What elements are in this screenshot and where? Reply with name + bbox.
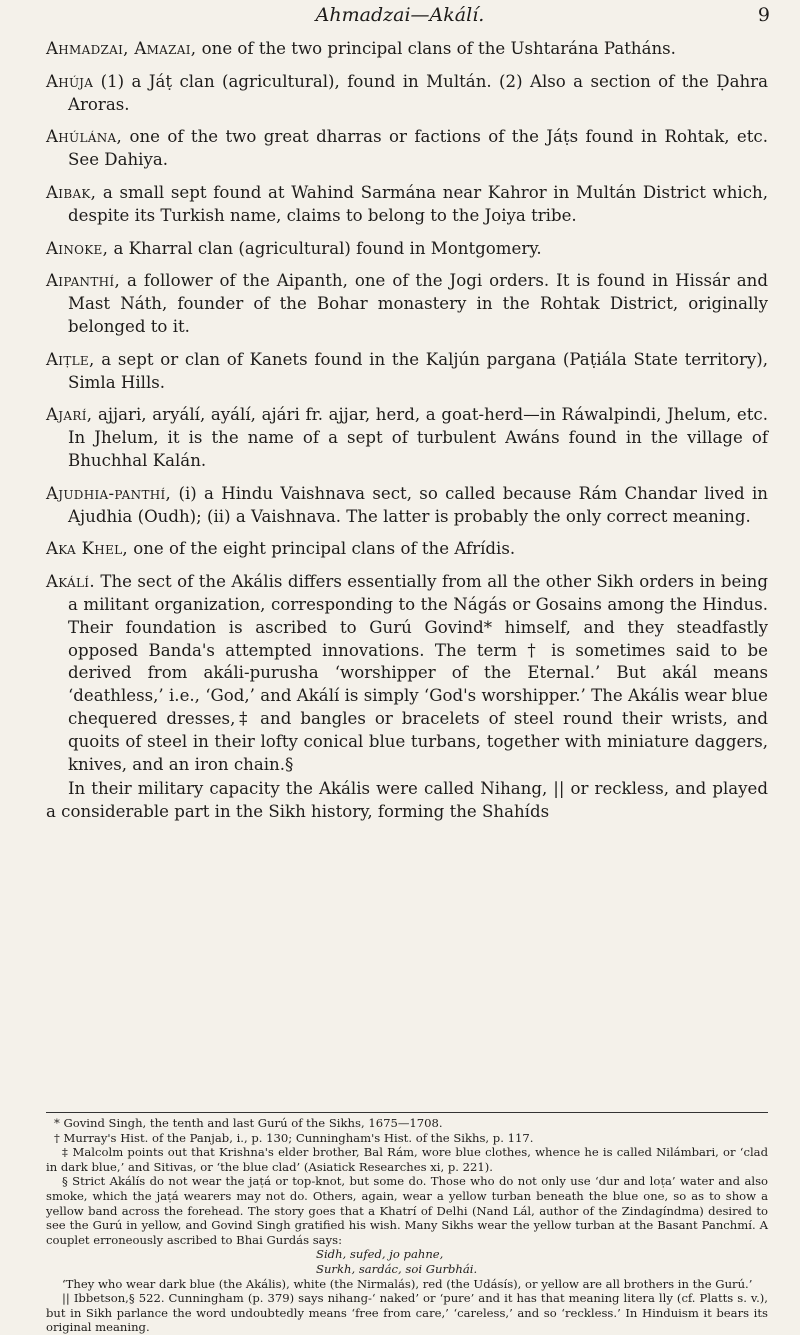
footnotes xyxy=(46,1116,768,1335)
entry-headword: Ainoke, xyxy=(46,238,109,258)
entry-headword: Ahmadzai, Amazai, xyxy=(46,39,197,58)
entry-text: (i) a Hindu Vaishnava sect, so called because Rám Chandar lived in Ajudhia (Oudh); (ii) a Vaishnava. The latter is probably the only correct meaning. xyxy=(68,483,768,526)
footnote-divider xyxy=(46,1112,768,1113)
entry-headword: Aipanthí, xyxy=(46,271,121,291)
dictionary-entries xyxy=(46,38,768,834)
footnote: § Strict Akálís do not wear the jaṭá or top-knot, but some do. Those who do not only use ‘dur and loṭa’ water and also smoke, which the jaṭá wearers may not do. Others, again, wear a yellow turban beneath the blue one, so as to show a yellow band across the forehead. The story goes that a Khatrí of Delhi (Nand Lál, author of the Zindagíndma) desired to see the Gurú in yellow, and Govind Singh gratified his wish. Many Sikhs wear the yellow turban at the Basant Panchmí. A couplet erroneously ascribed to Bhai Gurdás says: xyxy=(46,1174,768,1247)
entry-text: one of the two principal clans of the Ushtarána Patháns. xyxy=(196,39,676,58)
entry-text: one of the eight principal clans of the Afrídis. xyxy=(127,539,516,559)
footnote-verse-line: Surkh, sardác, soi Gurbhái. xyxy=(316,1261,478,1276)
footnote: * Govind Singh, the tenth and last Gurú of the Sikhs, 1675—1708. xyxy=(54,1116,443,1130)
entry-text: one of the two great dharras or factions of the Jáṭs found in Rohtak, etc. See Dahiya. xyxy=(68,127,768,170)
entry-text: The sect of the Akális differs essentially from all the other Sikh orders in being a militant organization, corresponding to the Nágás or Gosains among the Hindus. Their foundation is ascribed to Gurú Govind* himself, and they steadfastly opposed Banda's attempted innovations. The term † is sometimes said to be derived from akáli-purusha ‘worshipper of the Eternal.’ But akál means ‘deathless,’ i.e., ‘God,’ and Akálí is simply ‘God's worshipper.’ The Akális wear blue chequered dresses,‡ and bangles or bracelets of steel round their wrists, and quoits of steel in their lofty conical blue turbans, together with miniature daggers, knives, and an iron chain.§ xyxy=(68,572,768,774)
footnote-verse-line: Sidh, sufed, jo pahne, xyxy=(316,1247,444,1262)
entry-headword: Ahúja xyxy=(46,71,94,91)
page-header xyxy=(0,4,800,30)
entry-ahmadzai xyxy=(46,38,768,61)
footnote: || Ibbetson,§ 522. Cunningham (p. 379) says nihang-‘ naked’ or ‘pure’ and it has that meaning litera lly (cf. Platts s. v.), but in Sikh parlance the word undoubtedly means ‘free from care,’ ‘careless,’ and so ‘reckless.’ In Hinduism it bears its original meaning. xyxy=(46,1291,768,1335)
entry-text: ajjari, aryálí, ayálí, ajári fr. ajjar, herd, a goat-herd—in Ráwalpindi, Jhelum, etc. In Jhelum, it is the name of a sept of turbulent Awáns found in the village of Bhuchhal Kalán. xyxy=(68,405,768,470)
entry-text: a follower of the Aipanth, one of the Jogi orders. It is found in Hissár and Mast Náth, founder of the Bohar monastery in the Rohtak District, originally belonged to it. xyxy=(68,271,768,336)
page-number: 9 xyxy=(757,4,770,26)
entry-ajudhia-panthi xyxy=(46,483,768,529)
entry-text: a Kharral clan (agricultural) found in Montgomery. xyxy=(108,238,542,258)
entry-aipanthi xyxy=(46,270,768,338)
entry-aitle xyxy=(46,349,768,395)
entry-aka-khel xyxy=(46,538,768,561)
footnote: ‡ Malcolm points out that Krishna's elder brother, Bal Rám, wore blue clothes, whence he is called Nilámbari, or ‘clad in dark blue,’ and Sitivas, or ‘the blue clad’ (Asiatick Researches xi, p. 221). xyxy=(46,1145,768,1174)
entry-headword: Aka Khel, xyxy=(46,539,128,559)
entry-akali-continued xyxy=(46,778,768,824)
running-title: Ahmadzai—Akálí. xyxy=(315,4,485,26)
entry-ahuja xyxy=(46,71,768,117)
entry-akali xyxy=(46,571,768,776)
entry-headword: Ajudhia-panthí, xyxy=(46,483,172,503)
footnote: ‘They who wear dark blue (the Akális), white (the Nirmalás), red (the Udásís), or yellow are all brothers in the Gurú.’ xyxy=(62,1276,753,1291)
entry-headword: Aiṭle, xyxy=(46,349,95,369)
entry-headword: Aibak, xyxy=(46,182,97,202)
footnote: † Murray's Hist. of the Panjab, i., p. 130; Cunningham's Hist. of the Sikhs, p. 117. xyxy=(54,1130,534,1145)
entry-headword: Ahúlána, xyxy=(46,127,123,147)
entry-ainoke xyxy=(46,238,768,261)
entry-headword: Ajarí, xyxy=(46,405,93,425)
entry-text: a small sept found at Wahind Sarmána near Kahror in Multán District which, despite its Turkish name, claims to belong to the Joiya tribe. xyxy=(68,182,768,225)
entry-text: a sept or clan of Kanets found in the Kaljún pargana (Paṭiála State territory), Simla Hills. xyxy=(68,349,768,392)
entry-ahulana xyxy=(46,126,768,172)
entry-ajari xyxy=(46,404,768,472)
entry-text: (1) a Jáṭ clan (agricultural), found in Multán. (2) Also a section of the Ḍahra Aroras. xyxy=(68,71,768,114)
entry-text: In their military capacity the Akális were called Nihang, || or reckless, and played a considerable part in the Sikh history, forming the Shahíds xyxy=(46,779,768,822)
entry-aibak xyxy=(46,182,768,228)
entry-headword: Akálí. xyxy=(46,572,95,592)
